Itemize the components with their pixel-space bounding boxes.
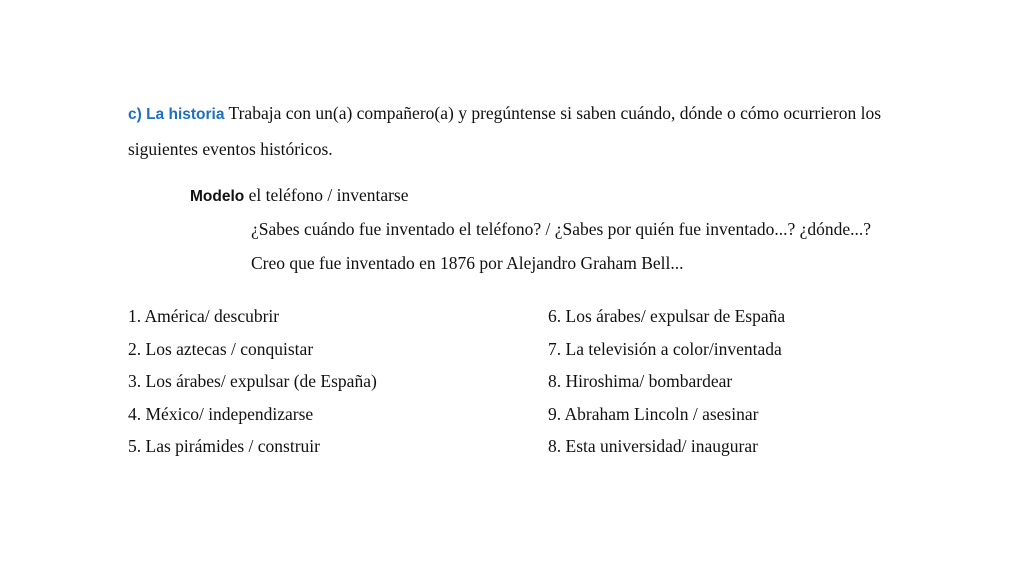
list-item: 8. Esta universidad/ inaugurar	[548, 436, 758, 456]
list-item: 9. Abraham Lincoln / asesinar	[548, 403, 759, 424]
model-example-answer: Creo que fue inventado en 1876 por Alejandro Graham Bell...	[251, 253, 684, 273]
model-prompt	[190, 183, 409, 209]
event-list-right	[548, 304, 785, 467]
list-item: 8. Hiroshima/ bombardear	[548, 371, 733, 391]
list-item: 2. Los aztecas / conquistar	[128, 338, 314, 359]
list-item: 1. América/ descubrir	[128, 306, 280, 326]
list-item: 6. Los árabes/ expulsar de España	[548, 306, 786, 326]
list-item: 5. Las pirámides / construir	[128, 436, 320, 456]
model-prompt-text: el teléfono / inventarse	[248, 185, 409, 205]
event-list-left	[128, 304, 377, 467]
model-example-question: ¿Sabes cuándo fue inventado el teléfono? / ¿Sabes por quién fue inventado...? ¿dónde...?	[251, 219, 872, 239]
exercise-instructions	[128, 96, 948, 166]
list-item: 7. La televisión a color/inventada	[548, 338, 782, 359]
list-item: 3. Los árabes/ expulsar (de España)	[128, 371, 377, 391]
exercise-label: c) La historia	[128, 106, 225, 123]
model-label: Modelo	[190, 188, 245, 205]
exercise-instructions-text: Trabaja con un(a) compañero(a) y pregúntense si saben cuándo, dónde o cómo ocurrieron los siguientes eventos históricos.	[128, 103, 882, 159]
list-item: 4. México/ independizarse	[128, 403, 314, 424]
